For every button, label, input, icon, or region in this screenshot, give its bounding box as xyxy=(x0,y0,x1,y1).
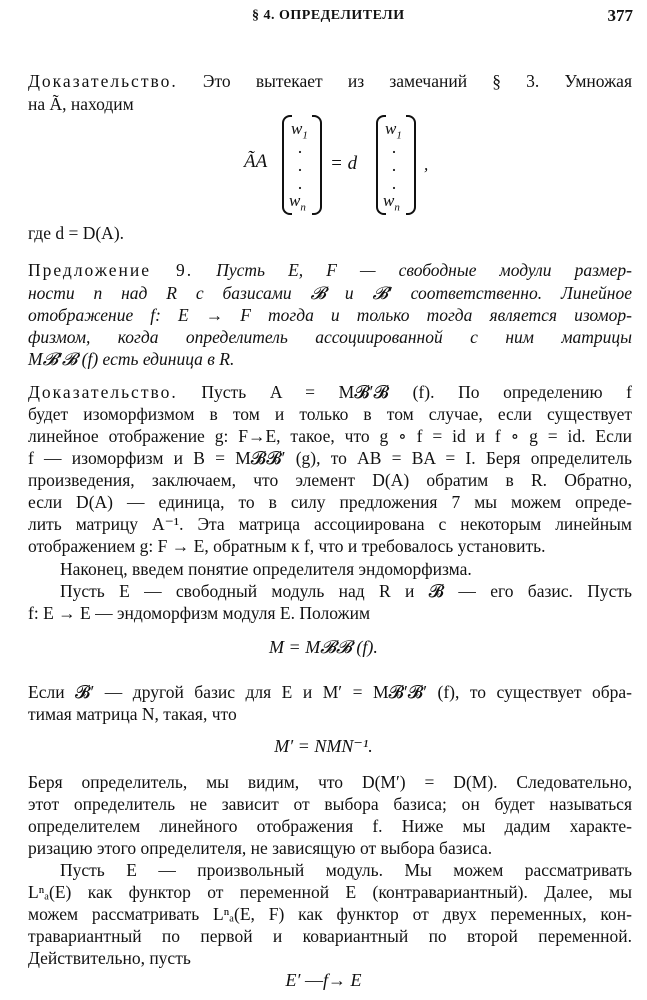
proposition-label: Предложение 9. xyxy=(28,260,194,280)
dot: · xyxy=(391,178,397,198)
matrix-lhs: ÃA xyxy=(244,151,268,172)
proposition-line3: отображение f: E → F тогда и только тогда является изомор- xyxy=(28,305,632,325)
right-bracket xyxy=(312,115,322,215)
proof1-text: Это вытекает из замечаний § 3. Умножая xyxy=(202,71,632,91)
proposition-line4: физмом, когда определитель ассоциированной с ним матрицы xyxy=(28,327,632,347)
endo-after-line4: ризацию этого определителя, не зависящую от выбора базиса. xyxy=(28,838,493,858)
functor-line2: Lⁿₐ(E) как функтор от переменной E (контравариантный). Далее, мы xyxy=(28,882,632,902)
endo-after-line3: определителем линейного отображения f. Ниже мы дадим характе- xyxy=(28,816,632,836)
proof2-line8: отображением g: F → E, обратным к f, что и требовалось установить. xyxy=(28,536,546,556)
endo-line4: Если 𝓑′ — другой базис для E и M′ = M𝓑′𝓑′ (f), то существует обра- xyxy=(28,682,632,702)
proof2-line7: лить матрицу A⁻¹. Эта матрица ассоциирована с некоторым линейным xyxy=(28,514,632,534)
proposition-text: Пусть E, F — свободные модули размер- xyxy=(216,260,632,280)
dot: · xyxy=(391,142,397,162)
proof2-line2: будет изоморфизмом в том и только в том случае, если существует xyxy=(28,404,632,424)
matrix-equation xyxy=(0,113,647,217)
endo-line1: Наконец, введем понятие определителя эндоморфизма. xyxy=(60,559,472,579)
functor-line4: травариантный по первой и ковариантный по второй переменной. xyxy=(28,926,632,946)
page-number: 377 xyxy=(607,6,633,25)
proof2-line6: если D(A) — единица, то в силу предложения 7 мы можем опреде- xyxy=(28,492,632,512)
running-header xyxy=(0,6,647,28)
proposition-line5: M𝓑′𝓑 (f) есть единица в R. xyxy=(28,349,235,369)
endo-after-line1: Беря определитель, мы видим, что D(M′) = D(M). Следовательно, xyxy=(28,772,632,792)
proof2-line3: линейное отображение g: F→E, такое, что g ∘ f = id и f ∘ g = id. Если xyxy=(28,426,632,446)
proof1-label: Доказательство. xyxy=(28,71,178,91)
wn-right: $w_n$ xyxy=(383,191,400,214)
functor-line5: Действительно, пусть xyxy=(28,948,191,968)
dot: · xyxy=(391,160,397,180)
proof1-line2: на Ã, находим xyxy=(28,94,134,114)
proof2-text: Пусть A = M𝓑′𝓑 (f). По определению f xyxy=(201,382,632,402)
endo-line5: тимая матрица N, такая, что xyxy=(28,704,237,724)
equation-M: M = M𝓑𝓑 (f). xyxy=(269,637,378,657)
proposition-line1 xyxy=(28,259,632,281)
dot: · xyxy=(297,178,303,198)
functor-line3: можем рассматривать Lⁿₐ(E, F) как функтор от двух переменных, кон- xyxy=(28,904,632,924)
proof2-line4: f — изоморфизм и B = M𝓑𝓑′ (g), то AB = BA = I. Беря определитель xyxy=(28,448,632,468)
functor-line1: Пусть E — произвольный модуль. Мы можем рассматривать xyxy=(60,860,632,880)
dot: · xyxy=(297,142,303,162)
equation-M-prime: M′ = NMN⁻¹. xyxy=(274,736,373,756)
endo-line2: Пусть E — свободный модуль над R и 𝓑 — его базис. Пусть xyxy=(60,581,632,601)
proposition-line2: ности n над R с базисами 𝓑 и 𝓑′ соответственно. Линейное xyxy=(28,283,632,303)
proof2-line1 xyxy=(28,381,632,403)
endo-after-line2: этот определитель не зависит от выбора базиса; он будет называться xyxy=(28,794,632,814)
proof2-label: Доказательство. xyxy=(28,382,178,402)
matrix-comma: , xyxy=(424,155,429,174)
right-bracket xyxy=(406,115,416,215)
proof1-line1 xyxy=(28,70,632,92)
equation-arrow: E′ ―f→ E xyxy=(285,970,362,990)
matrix-eq: = d xyxy=(330,153,358,174)
proof2-line5: произведения, заключаем, что элемент D(A) обратим в R. Обратно, xyxy=(28,470,632,490)
endo-line3: f: E → E — эндоморфизм модуля E. Положим xyxy=(28,603,371,623)
section-title: § 4. ОПРЕДЕЛИТЕЛИ xyxy=(252,8,405,23)
w1-left: $w_1$ xyxy=(291,119,308,142)
w1-right: $w_1$ xyxy=(385,119,402,142)
proof1-where: где d = D(A). xyxy=(28,223,125,243)
dot: · xyxy=(297,160,303,180)
wn-left: $w_n$ xyxy=(289,191,306,214)
